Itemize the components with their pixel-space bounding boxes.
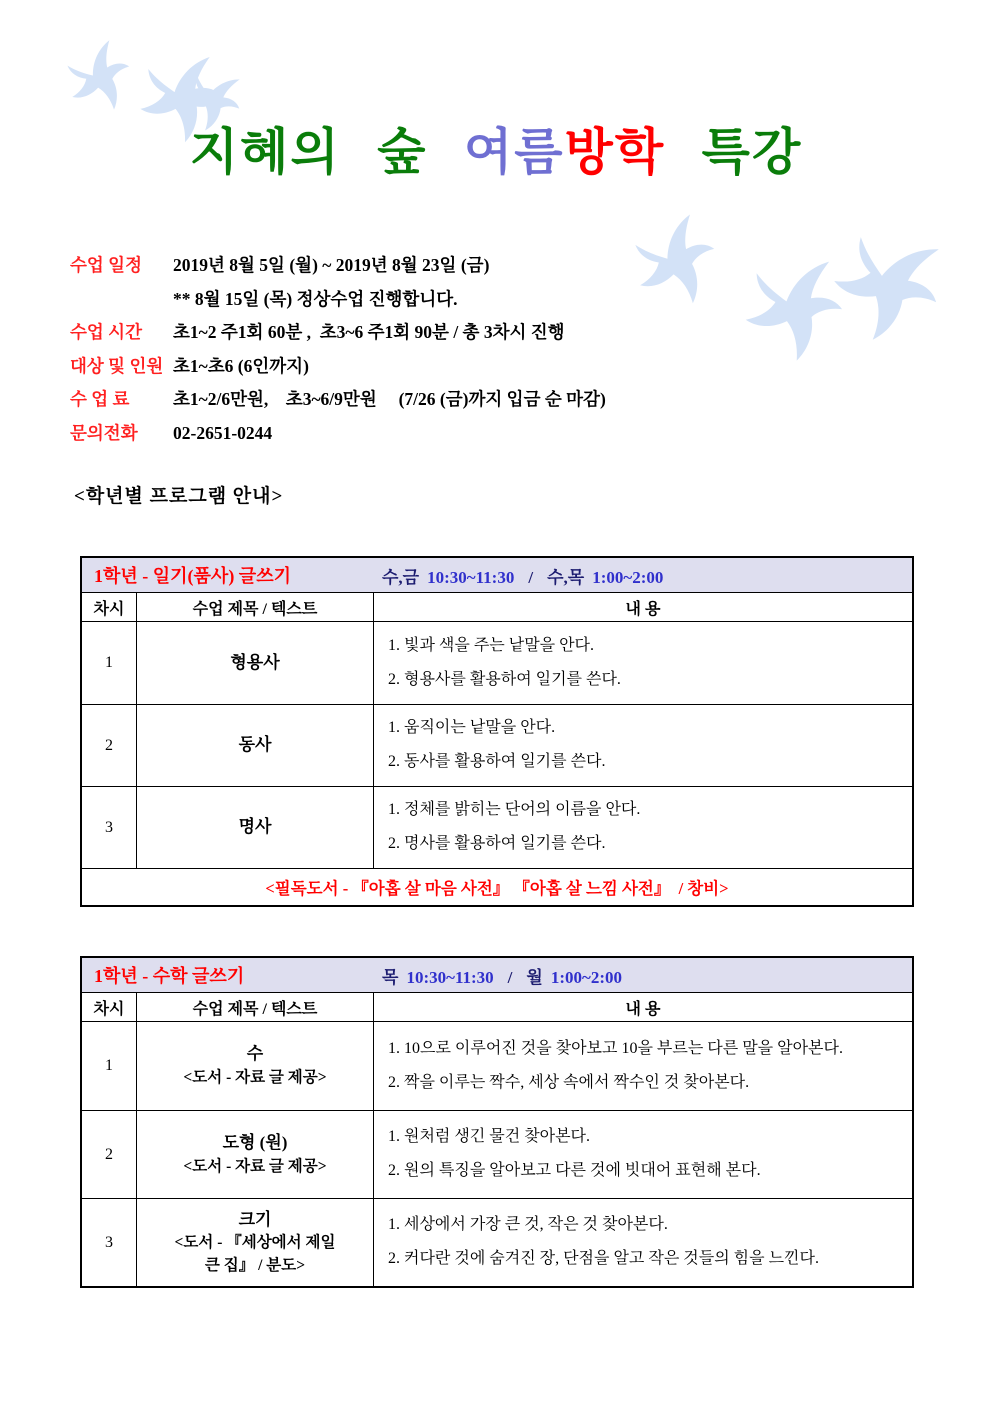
lesson-subtitle: <도서 - 자료 글 제공> bbox=[183, 1157, 327, 1175]
table-title-bar bbox=[82, 958, 912, 993]
column-header-session: 차시 bbox=[93, 1000, 125, 1018]
info-value: 초1~2/6만원, 초3~6/9만원 (7/26 (금)까지 입금 순 마감) bbox=[173, 389, 606, 409]
content-line: 1. 빛과 색을 주는 낱말을 안다. bbox=[388, 636, 595, 654]
lesson-title-cell bbox=[136, 705, 373, 786]
schedule-days: 월 bbox=[526, 967, 543, 987]
session-number: 2 bbox=[105, 1145, 113, 1163]
title-segment-red: 방학 bbox=[564, 124, 666, 180]
lesson-subtitle: <도서 - 『세상에서 제일 bbox=[174, 1234, 336, 1252]
lesson-title-cell bbox=[136, 622, 373, 704]
content-line: 1. 세상에서 가장 큰 것, 작은 것 찾아본다. bbox=[388, 1216, 668, 1234]
column-header-title: 수업 제목 / 텍스트 bbox=[136, 593, 373, 621]
lesson-subtitle: <도서 - 자료 글 제공> bbox=[183, 1069, 327, 1087]
column-header-session: 차시 bbox=[93, 600, 125, 618]
bird-icon bbox=[613, 207, 726, 317]
info-label: 문의전화 bbox=[70, 422, 138, 443]
table-title: 1학년 - 수학 글쓰기 bbox=[94, 966, 245, 986]
lesson-content-cell bbox=[373, 1199, 912, 1286]
info-label bbox=[70, 283, 173, 317]
schedule-separator: / bbox=[507, 967, 513, 987]
section-heading: <학년별 프로그램 안내> bbox=[74, 486, 284, 507]
info-label: 수 업 료 bbox=[70, 389, 130, 409]
table-title-bar bbox=[82, 558, 912, 593]
table-title: 1학년 - 일기(품사) 글쓰기 bbox=[94, 566, 291, 586]
session-number: 3 bbox=[105, 818, 113, 836]
schedule-days: 목 bbox=[382, 967, 399, 987]
session-number: 3 bbox=[105, 1233, 113, 1251]
info-value: 2019년 8월 5일 (월) ~ 2019년 8월 23일 (금) bbox=[173, 255, 490, 275]
lesson-title-cell bbox=[136, 1111, 373, 1198]
info-line-target bbox=[70, 350, 606, 384]
lesson-title-cell bbox=[136, 787, 373, 868]
lesson-title: 수 bbox=[246, 1044, 264, 1064]
info-label: 대상 및 인원 bbox=[70, 355, 164, 376]
content-line: 2. 명사를 활용하여 일기를 쓴다. bbox=[388, 835, 606, 852]
schedule-separator: / bbox=[528, 567, 534, 587]
info-line-fee bbox=[70, 383, 606, 417]
content-line: 1. 원처럼 생긴 물건 찾아본다. bbox=[388, 1128, 591, 1146]
program-table-math-writing bbox=[80, 956, 914, 1288]
lesson-title: 도형 (원) bbox=[222, 1132, 288, 1152]
schedule-time: 10:30~11:30 bbox=[406, 967, 494, 987]
info-label: 수업 시간 bbox=[70, 322, 142, 342]
table-row bbox=[82, 1198, 912, 1286]
table-row bbox=[82, 704, 912, 786]
required-books-footer: <필독도서 - 『아홉 살 마음 사전』 『아홉 살 느낌 사전』 / 창비> bbox=[82, 868, 912, 905]
lesson-content-cell bbox=[373, 787, 912, 868]
schedule-time: 1:00~2:00 bbox=[592, 567, 664, 587]
info-value: 초1~2 주1회 60분 , 초3~6 주1회 90분 / 총 3차시 진행 bbox=[173, 322, 565, 342]
table-schedule bbox=[382, 963, 912, 988]
info-label: 수업 일정 bbox=[70, 255, 142, 275]
info-line-schedule bbox=[70, 249, 606, 283]
table-row bbox=[82, 1022, 912, 1110]
page-title bbox=[0, 112, 992, 184]
lesson-title: 동사 bbox=[238, 735, 272, 755]
info-value: 초1~초6 (6인까지) bbox=[173, 355, 309, 376]
course-info-block bbox=[70, 249, 606, 450]
content-line: 1. 10으로 이루어진 것을 찾아보고 10을 부르는 다른 말을 알아본다. bbox=[388, 1039, 843, 1057]
lesson-title-cell bbox=[136, 1199, 373, 1286]
content-line: 2. 형용사를 활용하여 일기를 쓴다. bbox=[388, 670, 621, 688]
column-header-content: 내 용 bbox=[373, 593, 912, 621]
schedule-days: 수,금 bbox=[382, 567, 420, 587]
program-table-diary-writing bbox=[80, 556, 914, 907]
session-number: 2 bbox=[105, 736, 113, 754]
schedule-time: 1:00~2:00 bbox=[550, 967, 623, 987]
info-line-class-time bbox=[70, 316, 606, 350]
lesson-title: 크기 bbox=[238, 1209, 272, 1229]
session-number: 1 bbox=[105, 1057, 113, 1074]
title-segment-green-1: 지혜의 숲 bbox=[189, 124, 464, 180]
session-number: 1 bbox=[105, 654, 113, 671]
content-line: 1. 정체를 밝히는 단어의 이름을 안다. bbox=[388, 801, 641, 819]
lesson-content-cell bbox=[373, 1111, 912, 1198]
content-line: 2. 원의 특징을 알아보고 다른 것에 빗대어 표현해 본다. bbox=[388, 1162, 761, 1179]
content-line: 2. 짝을 이루는 짝수, 세상 속에서 짝수인 것 찾아본다. bbox=[388, 1073, 750, 1091]
title-segment-purple: 여름 bbox=[463, 124, 565, 180]
table-schedule bbox=[382, 563, 912, 588]
info-value: ** 8월 15일 (목) 정상수업 진행합니다. bbox=[173, 288, 458, 309]
content-line: 2. 동사를 활용하여 일기를 쓴다. bbox=[388, 753, 606, 770]
table-row bbox=[82, 622, 912, 704]
content-line: 1. 움직이는 낱말을 안다. bbox=[388, 719, 556, 737]
info-line-schedule-note bbox=[70, 283, 606, 317]
table-column-headers bbox=[82, 993, 912, 1022]
info-value: 02-2651-0244 bbox=[173, 422, 273, 443]
column-header-content: 내 용 bbox=[373, 993, 912, 1021]
lesson-content-cell bbox=[373, 705, 912, 786]
table-row bbox=[82, 786, 912, 868]
lesson-title: 명사 bbox=[238, 817, 272, 837]
lesson-title-cell bbox=[136, 1022, 373, 1110]
table-column-headers bbox=[82, 593, 912, 622]
lesson-content-cell bbox=[373, 1022, 912, 1110]
content-line: 2. 커다란 것에 숨겨진 장, 단점을 알고 작은 것들의 힘을 느낀다. bbox=[388, 1250, 819, 1267]
lesson-subtitle: 큰 집』 / 분도> bbox=[204, 1256, 306, 1274]
lesson-content-cell bbox=[373, 622, 912, 704]
info-line-phone bbox=[70, 417, 606, 451]
table-row bbox=[82, 1110, 912, 1198]
schedule-time: 10:30~11:30 bbox=[427, 567, 515, 587]
lesson-title: 형용사 bbox=[230, 652, 280, 672]
column-header-title: 수업 제목 / 텍스트 bbox=[136, 993, 373, 1021]
schedule-days: 수,목 bbox=[547, 567, 585, 587]
title-segment-green-2: 특강 bbox=[665, 124, 803, 180]
